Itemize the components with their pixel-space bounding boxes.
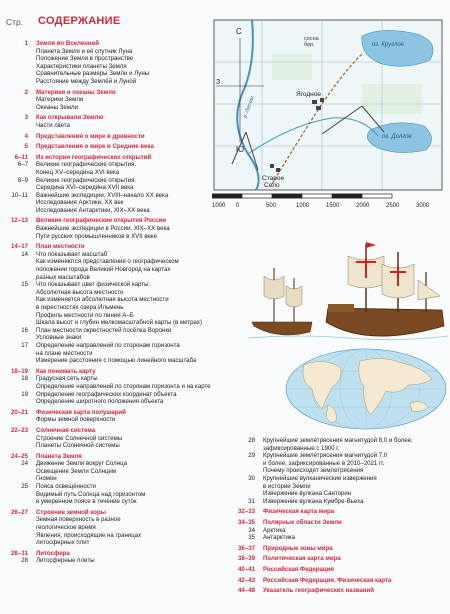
scale-tick-label: 2000 bbox=[356, 203, 370, 209]
scale-tick-label: 1500 bbox=[326, 203, 340, 209]
toc-entry-title: в умеренном поясе в течение суток bbox=[36, 498, 137, 506]
toc-page-number bbox=[0, 258, 28, 266]
toc-entry-title: Великие географические открытия. bbox=[36, 161, 137, 169]
toc-page-number bbox=[0, 199, 28, 207]
toc-entry-title: Строение Солнечной системы bbox=[36, 434, 123, 442]
toc-page-number bbox=[0, 334, 28, 342]
toc-entry-title: Формы земной поверхности bbox=[36, 416, 116, 424]
toc-entry-title: Профиль местности по линии А–Б bbox=[36, 311, 134, 319]
toc-entry-title: Как изменяются представления о географическом bbox=[36, 258, 179, 266]
toc-section-title: Указатель географических названий bbox=[263, 587, 374, 595]
toc-page-number bbox=[227, 460, 255, 468]
toc-entry-title: Движение Земли вокруг Солнца bbox=[36, 460, 127, 468]
toc-section-title: Политическая карта мира bbox=[263, 555, 341, 563]
toc-entry-title: и более, зафиксированные в 2010–2021 гг. bbox=[263, 459, 385, 467]
toc-page-number: 15 bbox=[21, 281, 28, 289]
toc-page-number bbox=[0, 104, 28, 112]
toc-page-number bbox=[0, 524, 28, 532]
toc-page-number: 18 bbox=[21, 375, 28, 383]
toc-entry-title: Условные знаки bbox=[36, 334, 82, 342]
toc-page-number: 32–33 bbox=[238, 508, 255, 516]
toc-page-number: 26–27 bbox=[11, 508, 28, 516]
toc-entry-row[interactable] bbox=[0, 225, 450, 233]
toc-entry-title: Антарктика bbox=[263, 534, 296, 542]
toc-page-number: 29 bbox=[248, 452, 255, 460]
toc-entry-title: Пояса освещённости bbox=[36, 483, 96, 491]
toc-page-number bbox=[0, 475, 28, 483]
toc-entry-title: Литосферные плиты bbox=[36, 557, 95, 565]
toc-section-row[interactable] bbox=[227, 508, 449, 516]
toc-page-number: 28 bbox=[248, 437, 255, 444]
toc-entry-title: Характеристики планеты Земля bbox=[36, 62, 127, 70]
toc-page-number bbox=[0, 266, 28, 274]
toc-entry-title: в окрестностях озера Ильмень bbox=[36, 304, 124, 311]
toc-page-number bbox=[0, 398, 28, 406]
north-label: С bbox=[236, 27, 242, 36]
toc-entry-title: на плане местности bbox=[36, 349, 93, 357]
toc-entry-row[interactable] bbox=[227, 445, 449, 453]
toc-page-number: 34–35 bbox=[238, 518, 255, 526]
toc-section-title: Полярные области Земли bbox=[263, 518, 342, 526]
toc-entry-title: Важнейшие экспедиции в России. XIX–XX века bbox=[36, 225, 170, 233]
map-label-village-2a: Старое bbox=[262, 175, 285, 182]
toc-page-number: 12–13 bbox=[11, 217, 28, 225]
toc-entry-title: разных масштабов bbox=[36, 273, 90, 281]
toc-page-number bbox=[0, 225, 28, 233]
toc-page-number bbox=[227, 445, 255, 453]
toc-page-number: 18–19 bbox=[11, 367, 28, 375]
toc-entry-title: литосферных плит bbox=[36, 539, 90, 547]
toc-page-number bbox=[0, 491, 28, 499]
toc-section-row[interactable] bbox=[227, 555, 449, 563]
toc-entry-title: зафиксированные с 1900 г. bbox=[263, 444, 340, 452]
toc-page-number bbox=[0, 78, 28, 86]
toc-page-number: 5 bbox=[24, 143, 28, 151]
toc-entry-row[interactable] bbox=[227, 483, 449, 491]
toc-section-row[interactable] bbox=[227, 577, 449, 585]
toc-page-number bbox=[0, 539, 28, 547]
toc-section-title: Как понимать карту bbox=[36, 367, 96, 375]
toc-page-number: 30 bbox=[248, 474, 255, 482]
toc-section-title: Природные зоны мира bbox=[263, 544, 333, 552]
toc-page-number: 28 bbox=[21, 557, 28, 565]
toc-page-number bbox=[227, 490, 255, 498]
toc-entry-title: Крупнейшие вулканические извержения bbox=[263, 474, 377, 482]
toc-entry-title: Материки Земли bbox=[36, 96, 84, 104]
toc-page-number bbox=[0, 70, 28, 78]
toc-page-number bbox=[0, 274, 28, 282]
topographic-map bbox=[212, 14, 448, 209]
toc-entry-title: Сравнительные размеры Земли и Луны bbox=[36, 70, 150, 78]
map-label-lake-top: оз. Круглое bbox=[372, 42, 405, 48]
toc-page-number bbox=[0, 435, 28, 443]
toc-section-row[interactable] bbox=[227, 519, 449, 527]
toc-page-number bbox=[0, 63, 28, 71]
map-label-village: Ягодное bbox=[296, 91, 322, 98]
page-column-header: Стр. bbox=[6, 17, 24, 27]
toc-entry-title: Расстояние между Землёй и Луной bbox=[36, 77, 137, 85]
toc-page-number bbox=[0, 96, 28, 104]
toc-page-number bbox=[0, 516, 28, 524]
toc-section-title: Российская Федерация bbox=[263, 565, 334, 573]
toc-section-title: Строение земной коры bbox=[36, 508, 106, 516]
toc-page-number: 19 bbox=[21, 390, 28, 398]
toc-page-number bbox=[227, 467, 255, 475]
toc-page-number: 3 bbox=[24, 114, 28, 122]
toc-entry-title: Как изменяется абсолютная высота местности bbox=[36, 296, 169, 304]
toc-entry-row[interactable] bbox=[227, 460, 449, 468]
toc-entry-title: Видимый путь Солнца над горизонтом bbox=[36, 490, 146, 498]
toc-section-title: Великие географические открытия России bbox=[36, 217, 167, 225]
toc-section-row[interactable] bbox=[227, 545, 449, 553]
toc-page-number bbox=[0, 55, 28, 63]
toc-entry-title: положении города Великий Новгород на картах bbox=[36, 266, 171, 274]
toc-section-title: Литосфера bbox=[36, 549, 70, 557]
toc-entry-row[interactable] bbox=[227, 498, 449, 506]
toc-page-number bbox=[0, 184, 28, 192]
toc-page-number bbox=[0, 296, 28, 304]
toc-entry-title: Извержение вулкана Санторин bbox=[263, 490, 352, 498]
scale-tick-label: 3000 bbox=[416, 203, 430, 209]
toc-section-title: Из истории географических открытий bbox=[36, 153, 152, 161]
toc-entry-title: Определение направлений по сторонам горизонта и на карте bbox=[36, 382, 211, 390]
toc-page-number: 10–11 bbox=[11, 191, 28, 199]
toc-entry-title: План местности окрестностей посёлка Воронки bbox=[36, 326, 172, 334]
toc-entry-title: Крупнейшие землетрясения магнитудой 7,0 bbox=[263, 452, 388, 460]
toc-page-number: 8–9 bbox=[17, 176, 28, 184]
small-ship bbox=[252, 268, 312, 335]
toc-entry-title: Исследования Арктики, XX век bbox=[36, 199, 124, 207]
toc-page-number bbox=[0, 532, 28, 540]
toc-page-number: 2 bbox=[24, 88, 28, 96]
map-label-river: р. Лесная bbox=[242, 95, 256, 119]
toc-page-number: 31 bbox=[248, 497, 255, 505]
toc-entry-title: Великие географические открытия. bbox=[36, 176, 137, 184]
toc-section-title: Физическая карта полушарий bbox=[36, 408, 126, 416]
toc-page-number: 4 bbox=[24, 132, 28, 140]
toc-entry-title: Явления, происходящие на границах bbox=[36, 531, 142, 539]
scale-tick-label: 2500 bbox=[386, 203, 400, 209]
toc-entry-title: Конец XV–середина XVI века bbox=[36, 168, 120, 176]
toc-page-number: 24 bbox=[21, 460, 28, 468]
toc-entry-title: Определение направлений по сторонам горизонта bbox=[36, 341, 180, 349]
toc-page-number: 40–41 bbox=[238, 565, 255, 573]
toc-entry-title: Планеты Солнечной системы bbox=[36, 442, 120, 450]
map-label-village-2b: Село bbox=[264, 182, 280, 189]
map-label-lake-bottom: оз. Долгое bbox=[382, 134, 412, 140]
scale-tick-label: 1000 bbox=[212, 203, 226, 209]
toc-entry-row[interactable] bbox=[227, 467, 449, 475]
toc-entry-row[interactable] bbox=[227, 437, 449, 445]
toc-page-number: 28–31 bbox=[11, 549, 28, 557]
toc-section-title: Российская Федерация. Физическая карта bbox=[263, 576, 392, 584]
toc-page-number bbox=[0, 289, 28, 297]
toc-entry-row[interactable] bbox=[227, 534, 449, 542]
toc-page-number: 22–23 bbox=[11, 426, 28, 434]
toc-entry-title: Абсолютная высота местности bbox=[36, 288, 124, 296]
west-label: З bbox=[216, 79, 221, 86]
map-label-pine: сосна bbox=[304, 36, 319, 42]
toc-entry-title: Шкала высот и глубин мелкомасштабной карты (в метрах) bbox=[36, 319, 203, 327]
toc-entry-title: Середина XVI–середина XVII века bbox=[36, 184, 134, 192]
toc-section-row[interactable] bbox=[227, 566, 449, 574]
toc-entry-title: Освещение Земли Солнцем bbox=[36, 467, 117, 475]
map-label-birch: бер. bbox=[304, 42, 315, 48]
toc-entry-row[interactable] bbox=[227, 527, 449, 535]
toc-page-number: 6–7 bbox=[17, 161, 28, 169]
toc-entry-title: Что показывает цвет физической карты. bbox=[36, 281, 151, 289]
toc-page-number bbox=[0, 122, 28, 130]
toc-page-number bbox=[0, 442, 28, 450]
toc-entry-title: Важнейшие экспедиции. XVIII–начало XX века bbox=[36, 191, 169, 199]
toc-page-number: 35 bbox=[248, 534, 255, 542]
page-title: СОДЕРЖАНИЕ bbox=[38, 15, 121, 27]
toc-page-number: 20–21 bbox=[11, 408, 28, 416]
toc-page-number: 24–25 bbox=[11, 452, 28, 460]
toc-entry-title: Что показывает масштаб bbox=[36, 250, 108, 258]
toc-entry-title: Определение географических координат объекта bbox=[36, 390, 177, 398]
toc-page-number: 6–11 bbox=[14, 153, 28, 161]
toc-entry-title: Градусная сеть карты bbox=[36, 375, 98, 383]
toc-entry-title: Планета Земля и её спутник Луна bbox=[36, 47, 133, 55]
toc-page-number bbox=[0, 319, 28, 327]
toc-page-number: 16 bbox=[21, 326, 28, 334]
toc-page-number bbox=[0, 169, 28, 177]
toc-entry-row[interactable] bbox=[227, 452, 449, 460]
toc-entry-title: Извержение вулкана Кумбре-Вьеха bbox=[263, 497, 364, 505]
toc-entry-title: Крупнейшие землетрясения магнитудой 8,0 и более, bbox=[263, 437, 413, 444]
toc-page-number: 34 bbox=[248, 526, 255, 534]
toc-page-number: 17 bbox=[21, 341, 28, 349]
toc-page-number: 14 bbox=[21, 250, 28, 258]
large-ship bbox=[326, 242, 444, 336]
toc-page-number bbox=[0, 498, 28, 506]
toc-page-number bbox=[0, 304, 28, 312]
toc-page-number: 1 bbox=[24, 40, 28, 47]
toc-section-title: Земля во Вселенной bbox=[36, 40, 100, 47]
toc-entry-title: Положение Земли в пространстве bbox=[36, 55, 134, 63]
scale-tick-label: 500 bbox=[266, 203, 277, 209]
toc-page-number bbox=[0, 207, 28, 215]
toc-section-title: Представления о мире в Средние века bbox=[36, 143, 154, 151]
scale-tick-label: 0 bbox=[236, 203, 240, 209]
toc-section-title: Солнечная система bbox=[36, 426, 96, 434]
toc-page-number bbox=[0, 383, 28, 391]
world-hemisphere-illustration bbox=[282, 345, 450, 432]
toc-section-row[interactable] bbox=[0, 217, 450, 225]
toc-section-title: Представления о мире в древности bbox=[36, 132, 145, 140]
toc-entry-title: в истории Земли bbox=[263, 482, 311, 490]
toc-page-number bbox=[227, 483, 255, 491]
toc-page-number bbox=[0, 468, 28, 476]
toc-page-number: 25 bbox=[21, 483, 28, 491]
toc-entry-title: Океаны Земли bbox=[36, 103, 78, 111]
scale-tick-label: 1000 bbox=[296, 203, 310, 209]
toc-page-number bbox=[0, 312, 28, 320]
toc-page-number: 44–48 bbox=[238, 587, 255, 595]
toc-right-column bbox=[227, 437, 449, 595]
toc-section-title: Материки и океаны Земли bbox=[36, 88, 116, 96]
toc-page-number bbox=[0, 357, 28, 365]
toc-entry-row[interactable] bbox=[227, 475, 449, 483]
linear-scale bbox=[212, 194, 392, 198]
south-label: Ю bbox=[236, 145, 245, 154]
toc-entry-title: Почему происходят землетрясения bbox=[263, 467, 364, 475]
toc-section-title: Планета Земля bbox=[36, 452, 82, 460]
toc-section-title: Физическая карта мира bbox=[263, 508, 335, 516]
toc-page-number bbox=[0, 48, 28, 56]
toc-page-number bbox=[0, 416, 28, 424]
toc-section-row[interactable] bbox=[227, 587, 449, 595]
toc-page-number bbox=[0, 350, 28, 358]
toc-page-number: 36–37 bbox=[238, 544, 255, 552]
toc-entry-title: Гномон bbox=[36, 475, 57, 483]
toc-page-number: 38–39 bbox=[238, 555, 255, 563]
toc-entry-title: Измерение расстояния с помощью линейного масштаба bbox=[36, 357, 197, 365]
toc-entry-title: Земная поверхность в разное bbox=[36, 516, 121, 524]
toc-entry-title: Арктика bbox=[263, 526, 286, 534]
toc-section-title: Как открывали Землю bbox=[36, 114, 104, 122]
toc-entry-row[interactable] bbox=[227, 490, 449, 498]
toc-entry-title: Определение широтного положения объекта bbox=[36, 398, 164, 406]
toc-page-number: 42–43 bbox=[238, 576, 255, 584]
sailing-ships-illustration bbox=[248, 238, 448, 350]
toc-entry-title: Части света bbox=[36, 121, 70, 129]
toc-entry-title: Исследования Антарктики, XIX–XX века bbox=[36, 206, 150, 214]
toc-entry-title: геологическое время bbox=[36, 524, 96, 532]
toc-section-title: План местности bbox=[36, 243, 85, 251]
toc-page-number: 14–17 bbox=[11, 243, 28, 251]
toc-entry-title: Пути русских промышленников в XVII веке bbox=[36, 232, 158, 240]
toc-page-number bbox=[0, 233, 28, 241]
